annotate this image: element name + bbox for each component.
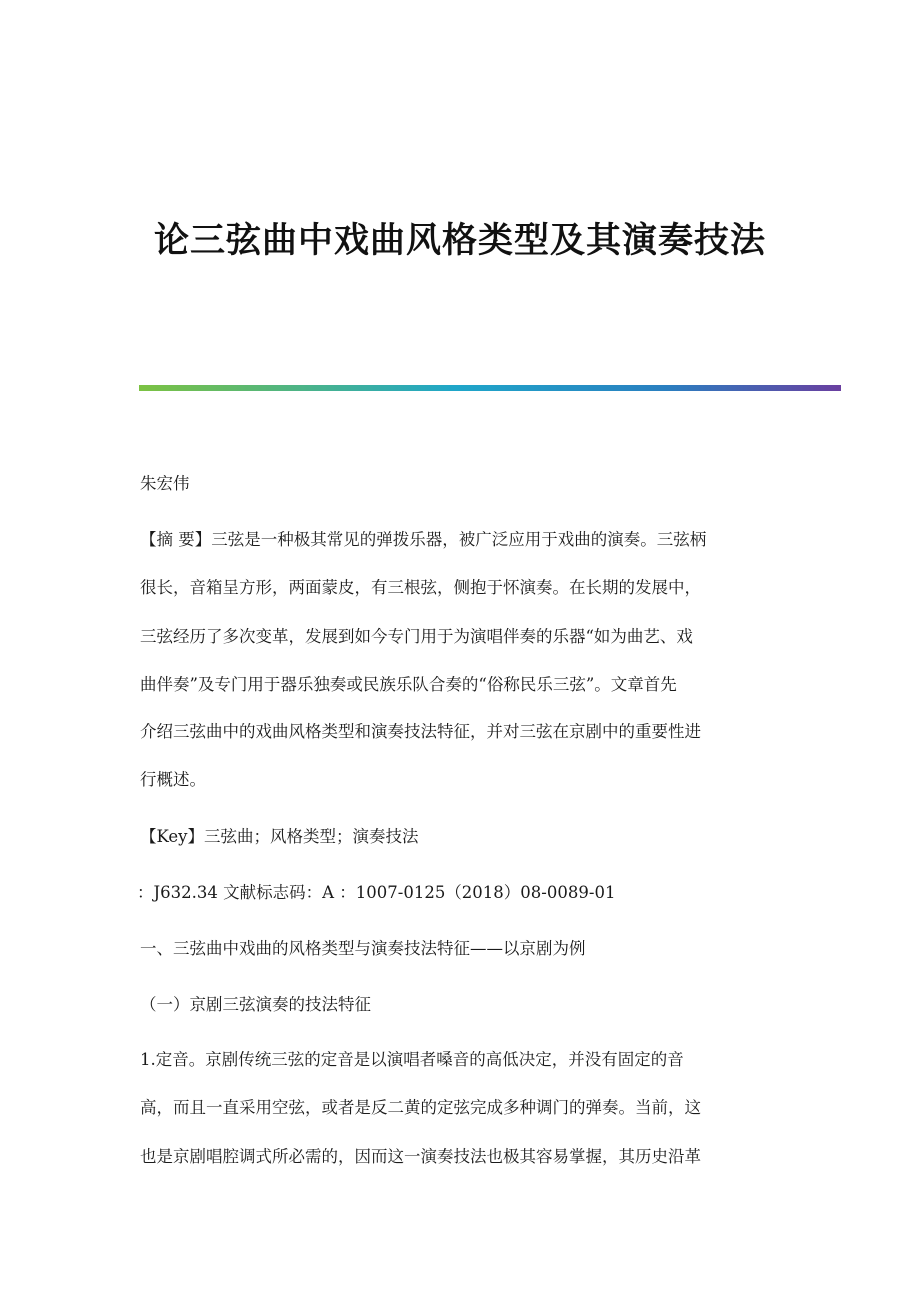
abstract-line-3: 三弦经历了多次变革，发展到如今专门用于为演唱伴奏的乐器“如为曲艺、戏 <box>140 627 693 646</box>
body-line-3: 也是京剧唱腔调式所必需的，因而这一演奏技法也极其容易掌握，其历史沿革 <box>140 1147 701 1166</box>
keywords-label: 【Key】 <box>140 827 204 846</box>
document-title: 论三弦曲中戏曲风格类型及其演奏技法 <box>153 220 766 261</box>
author-name: 朱宏伟 <box>140 474 190 493</box>
body-line-1: 1.定音。京剧传统三弦的定音是以演唱者嗓音的高低决定，并没有固定的音 <box>140 1050 684 1069</box>
body-line-2: 高，而且一直采用空弦，或者是反二黄的定弦完成多种调门的弹奏。当前，这 <box>140 1098 701 1117</box>
section-heading: 一、三弦曲中戏曲的风格类型与演奏技法特征——以京剧为例 <box>140 939 586 958</box>
keywords-line <box>140 825 418 849</box>
subsection-heading: （一）京剧三弦演奏的技法特征 <box>140 995 371 1014</box>
keywords-text: 三弦曲；风格类型；演奏技法 <box>203 827 419 846</box>
abstract-line-6: 行概述。 <box>140 770 206 789</box>
title-divider <box>139 385 841 391</box>
abstract-line-4: 曲伴奏”及专门用于器乐独奏或民族乐队合奏的“俗称民乐三弦”。文章首先 <box>140 675 677 694</box>
classification-line: ：J632.34 文献标志码：A ：1007-0125（2018）08-0089-01 <box>137 883 616 902</box>
abstract-line-1 <box>140 528 706 552</box>
abstract-line-2: 很长，音箱呈方形，两面蒙皮，有三根弦，侧抱于怀演奏。在长期的发展中， <box>140 578 701 597</box>
abstract-line-5: 介绍三弦曲中的戏曲风格类型和演奏技法特征，并对三弦在京剧中的重要性进 <box>140 722 701 741</box>
abstract-text-1: 三弦是一种极其常见的弹拨乐器，被广泛应用于戏曲的演奏。三弦柄 <box>211 530 707 549</box>
abstract-label: 【摘 要】 <box>140 530 212 549</box>
